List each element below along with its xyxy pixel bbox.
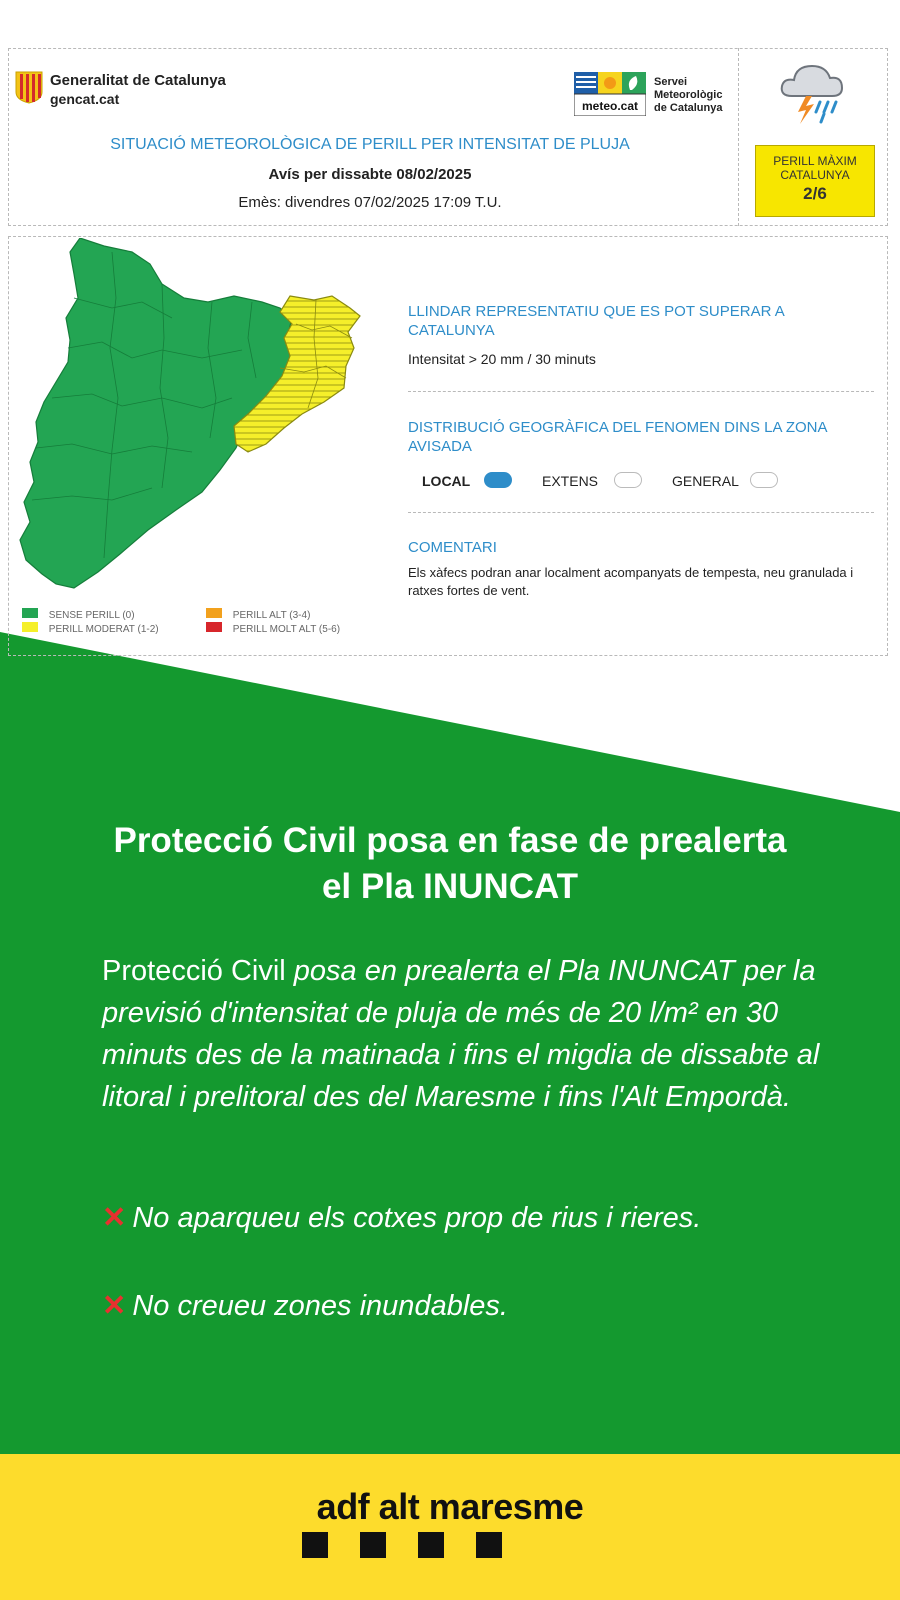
brand-square-icon	[476, 1532, 502, 1558]
advice-text: No creueu zones inundables.	[132, 1290, 508, 1322]
header-divider	[738, 48, 740, 226]
meteocat-name	[654, 76, 722, 115]
issued-time: Emès: divendres 07/02/2025 17:09 T.U.	[238, 194, 502, 211]
gencat-site: gencat.cat	[50, 91, 120, 107]
bulletin-title: SITUACIÓ METEOROLÒGICA DE PERILL PER INTENSITAT DE PLUJA	[110, 136, 630, 153]
distribution-local-label: LOCAL	[422, 473, 471, 489]
distribution-general-toggle[interactable]	[750, 472, 778, 488]
comment-text: Els xàfecs podran anar localment acompanyats de tempesta, neu granulada i ratxes fortes de vent.	[408, 565, 854, 598]
legend-label: SENSE PERILL (0)	[48, 610, 135, 621]
meteocat-name-line1: Servei	[654, 76, 688, 88]
meteocat-name-line3: de Catalunya	[654, 102, 723, 114]
brand-square-icon	[418, 1532, 444, 1558]
advice-item	[102, 1286, 842, 1326]
legend-swatch-green	[22, 608, 38, 618]
advice-text: No aparqueu els cotxes prop de rius i rieres.	[132, 1202, 702, 1234]
separator	[408, 512, 874, 513]
legend-swatch-red	[206, 622, 222, 632]
legend-swatch-orange	[206, 608, 222, 618]
meteocat-name-line2: Meteorològic	[654, 89, 723, 101]
generalitat-logo-icon	[14, 70, 44, 104]
warning-day: Avís per dissabte 08/02/2025	[268, 166, 472, 183]
cross-mark-icon: ✕	[102, 1290, 127, 1322]
distribution-general-label: GENERAL	[672, 473, 739, 489]
meteocat-logo-icon	[574, 72, 646, 116]
post-body-italic: posa en prealerta el Pla INUNCAT per la previsió d'intensitat de pluja de més de 20 l/m² en 30 minuts des de la matinada i fins el migdia de dissabte al litoral i prelitoral des del Maresme i fins l'Alt Empordà.	[102, 955, 820, 1113]
max-danger-label: PERILL MÀXIM	[773, 154, 857, 168]
brand-square-icon	[360, 1532, 386, 1558]
distribution-local-toggle[interactable]	[484, 472, 512, 488]
distribution-title: DISTRIBUCIÓ GEOGRÀFICA DEL FENOMEN DINS LA ZONA AVISADA	[408, 419, 827, 455]
legend-label: PERILL MODERAT (1-2)	[48, 624, 159, 635]
legend-label: PERILL MOLT ALT (5-6)	[232, 624, 341, 635]
distribution-extens-toggle[interactable]	[614, 472, 642, 488]
catalonia-danger-map	[12, 238, 372, 598]
legend-swatch-yellow	[22, 622, 38, 632]
threshold-value: Intensitat > 20 mm / 30 minuts	[408, 351, 596, 367]
distribution-extens-label: EXTENS	[542, 473, 599, 489]
post-body	[102, 950, 842, 1118]
comment-title: COMENTARI	[408, 539, 497, 556]
max-danger-badge	[755, 145, 875, 217]
meteocat-logo-text: meteo.cat	[581, 99, 639, 113]
legend-item-very-high	[206, 622, 340, 635]
generalitat-name: Generalitat de Catalunya	[50, 72, 226, 89]
separator	[408, 391, 874, 392]
max-danger-value: 2/6	[803, 184, 827, 203]
brand-square-icon	[302, 1532, 328, 1558]
post-body-plain: Protecció Civil	[102, 955, 294, 987]
legend-item-no-danger	[22, 608, 135, 621]
cross-mark-icon: ✕	[102, 1202, 127, 1234]
max-danger-region: CATALUNYA	[780, 168, 850, 182]
threshold-title: LLINDAR REPRESENTATIU QUE ES POT SUPERAR A CATALUNYA	[408, 303, 784, 339]
legend-label: PERILL ALT (3-4)	[232, 610, 311, 621]
advice-item	[102, 1198, 842, 1238]
post-headline: Protecció Civil posa en fase de prealerta el Pla INUNCAT	[113, 821, 787, 906]
rain-storm-icon	[776, 58, 848, 128]
brand-name: adf alt maresme	[316, 1486, 584, 1527]
legend-item-high	[206, 608, 310, 621]
legend-item-moderate	[22, 622, 159, 635]
